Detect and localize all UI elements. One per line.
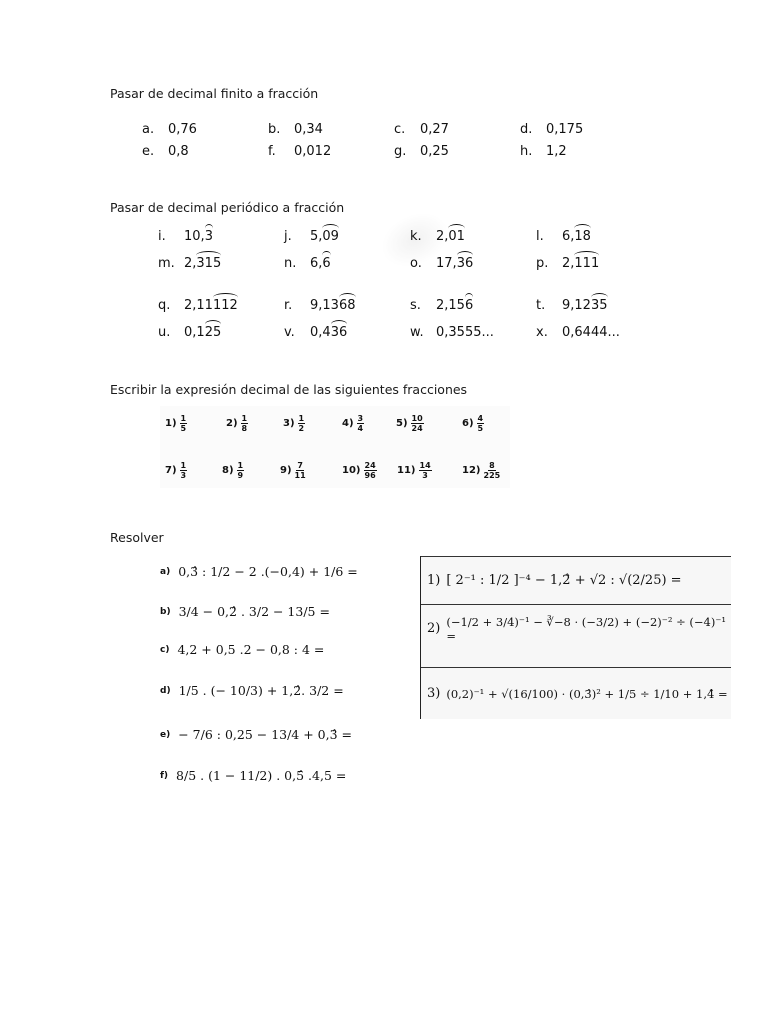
exercise-item: d) 1/5 . (− 10/3) + 1,2̂. 3/2 = bbox=[160, 683, 344, 698]
fraction-item: 9) $\frac{7}{11}$ bbox=[280, 461, 306, 480]
fraction-item: 8) $\frac{1}{9}$ bbox=[222, 461, 244, 480]
item-label: p. bbox=[536, 256, 549, 271]
item-value: 0,125 bbox=[184, 325, 222, 340]
list-item bbox=[410, 319, 536, 346]
fraction-item: 2) $\frac{1}{8}$ bbox=[226, 414, 248, 433]
item-value: 9,1368 bbox=[310, 298, 356, 313]
item-value: 6,6 bbox=[310, 256, 331, 271]
item-value: 0,27 bbox=[420, 121, 449, 137]
item-value: 0,3555... bbox=[436, 325, 494, 340]
item-value: 2,11112 bbox=[184, 298, 238, 313]
list-item bbox=[394, 140, 520, 162]
item-value: 0,8 bbox=[168, 143, 189, 159]
item-value: 0,175 bbox=[546, 121, 584, 137]
heading-finite-decimal: Pasar de decimal finito a fracción bbox=[110, 86, 319, 101]
list-item bbox=[284, 250, 410, 277]
list-item bbox=[536, 292, 662, 319]
item-label: v. bbox=[284, 325, 295, 340]
period-arc: 35 bbox=[590, 298, 608, 313]
list-item bbox=[410, 292, 536, 319]
period-arc: 18 bbox=[574, 229, 591, 244]
heading-fractions: Escribir la expresión decimal de las siguientes fracciones bbox=[110, 382, 468, 397]
item-value: 2,01 bbox=[436, 229, 465, 244]
item-value: 5,09 bbox=[310, 229, 339, 244]
period-arc: 09 bbox=[322, 229, 339, 244]
item-value: 0,012 bbox=[294, 143, 332, 159]
period-arc: 6 bbox=[464, 298, 474, 313]
item-label: o. bbox=[410, 256, 422, 271]
item-label: e. bbox=[142, 143, 155, 159]
item-label: t. bbox=[536, 298, 546, 313]
period-arc: 315 bbox=[196, 256, 222, 271]
resolve-exercises-right bbox=[420, 556, 731, 719]
period-arc: 3 bbox=[204, 229, 213, 244]
list-item bbox=[268, 118, 394, 140]
item-label: a. bbox=[142, 121, 155, 137]
list-item bbox=[536, 250, 662, 277]
item-label: s. bbox=[410, 298, 421, 313]
exercise-item: f) 8/5 . (1 − 11/2) . 0,5̂ .4,5 = bbox=[160, 768, 347, 783]
fraction-item: 11) $\frac{14}{3}$ bbox=[397, 461, 431, 480]
fraction-item: 3) $\frac{1}{2}$ bbox=[283, 414, 305, 433]
period-arc: 25 bbox=[204, 325, 222, 340]
item-label: g. bbox=[394, 143, 407, 159]
item-label: r. bbox=[284, 298, 293, 313]
fractions-panel bbox=[160, 406, 510, 488]
item-label: l. bbox=[536, 229, 544, 244]
item-label: x. bbox=[536, 325, 548, 340]
exercise-number: 3) bbox=[427, 686, 441, 701]
item-label: f. bbox=[268, 143, 276, 159]
list-item bbox=[268, 140, 394, 162]
period-arc: 01 bbox=[448, 229, 465, 244]
period-arc: 36 bbox=[330, 325, 348, 340]
exercise-row bbox=[421, 604, 731, 652]
exercise-number: 2) bbox=[427, 621, 441, 636]
list-item bbox=[410, 250, 536, 277]
item-label: h. bbox=[520, 143, 533, 159]
fraction-item: 12) $\frac{8}{225}$ bbox=[462, 461, 501, 480]
list-item bbox=[536, 319, 662, 346]
list-item bbox=[394, 118, 520, 140]
list-item bbox=[158, 292, 284, 319]
exercise-item: a) 0,3̂ : 1/2 − 2 .(−0,4) + 1/6 = bbox=[160, 564, 358, 579]
item-label: u. bbox=[158, 325, 171, 340]
item-value: 2,156 bbox=[436, 298, 474, 313]
list-item bbox=[158, 250, 284, 277]
item-label: n. bbox=[284, 256, 297, 271]
list-item bbox=[520, 118, 646, 140]
item-label: q. bbox=[158, 298, 171, 313]
item-value: 10,3 bbox=[184, 229, 213, 244]
item-value: 0,76 bbox=[168, 121, 197, 137]
item-label: c. bbox=[394, 121, 406, 137]
period-arc: 112 bbox=[212, 298, 238, 313]
item-value: 0,436 bbox=[310, 325, 348, 340]
exercise-item: c) 4,2 + 0,5 .2 − 0,8 : 4 = bbox=[160, 642, 325, 657]
item-value: 2,315 bbox=[184, 256, 222, 271]
fraction-item: 10) $\frac{24}{96}$ bbox=[342, 461, 376, 480]
item-label: d. bbox=[520, 121, 533, 137]
item-label: k. bbox=[410, 229, 422, 244]
fraction-item: 5) $\frac{10}{24}$ bbox=[396, 414, 423, 433]
fraction-item: 7) $\frac{1}{3}$ bbox=[165, 461, 187, 480]
list-item bbox=[158, 223, 284, 250]
heading-resolve: Resolver bbox=[110, 530, 164, 545]
list-item bbox=[158, 319, 284, 346]
period-arc: 111 bbox=[574, 256, 600, 271]
item-label: m. bbox=[158, 256, 175, 271]
list-item bbox=[142, 140, 268, 162]
item-label: i. bbox=[158, 229, 166, 244]
item-value: 17,36 bbox=[436, 256, 474, 271]
exercise-expression: (0,2)⁻¹ + √(16/100) · (0,3̂)² + 1/5 ÷ 1/10 + 1,4̂ = bbox=[446, 686, 728, 701]
exercise-expression: [ 2⁻¹ : 1/2 ]⁻⁴ − 1,2̂ + √2 : √(2/25) = bbox=[446, 573, 682, 588]
period-arc: 6 bbox=[322, 256, 331, 271]
periodic-decimal-list-top bbox=[158, 223, 662, 277]
list-item bbox=[284, 292, 410, 319]
exercise-item: e) − 7/6 : 0,25 − 13/4 + 0,3̂ = bbox=[160, 727, 353, 742]
list-item bbox=[410, 223, 536, 250]
fraction-item: 6) $\frac{4}{5}$ bbox=[462, 414, 484, 433]
item-value: 6,18 bbox=[562, 229, 591, 244]
list-item bbox=[520, 140, 646, 162]
exercise-row bbox=[421, 556, 731, 604]
finite-decimal-list bbox=[142, 118, 662, 162]
list-item bbox=[536, 223, 662, 250]
item-label: w. bbox=[410, 325, 424, 340]
item-value: 2,111 bbox=[562, 256, 600, 271]
exercise-item: b) 3/4 − 0,2̂ . 3/2 − 13/5 = bbox=[160, 604, 330, 619]
exercise-number: 1) bbox=[427, 573, 441, 588]
period-arc: 68 bbox=[338, 298, 356, 313]
period-arc: 36 bbox=[456, 256, 474, 271]
item-label: b. bbox=[268, 121, 281, 137]
exercise-row bbox=[421, 667, 731, 719]
fraction-item: 4) $\frac{3}{4}$ bbox=[342, 414, 364, 433]
heading-periodic-decimal: Pasar de decimal periódico a fracción bbox=[110, 200, 345, 215]
item-value: 0,34 bbox=[294, 121, 323, 137]
periodic-decimal-list-bottom bbox=[158, 292, 662, 346]
list-item bbox=[284, 319, 410, 346]
item-value: 0,25 bbox=[420, 143, 449, 159]
item-value: 9,1235 bbox=[562, 298, 608, 313]
item-value: 1,2 bbox=[546, 143, 567, 159]
fraction-item: 1) $\frac{1}{5}$ bbox=[165, 414, 187, 433]
list-item bbox=[284, 223, 410, 250]
item-label: j. bbox=[284, 229, 292, 244]
list-item bbox=[142, 118, 268, 140]
exercise-expression: (−1/2 + 3/4)⁻¹ − ∛−8 · (−3/2) + (−2)⁻² ÷ (−4)⁻¹ = bbox=[446, 614, 727, 643]
item-value: 0,6444... bbox=[562, 325, 620, 340]
